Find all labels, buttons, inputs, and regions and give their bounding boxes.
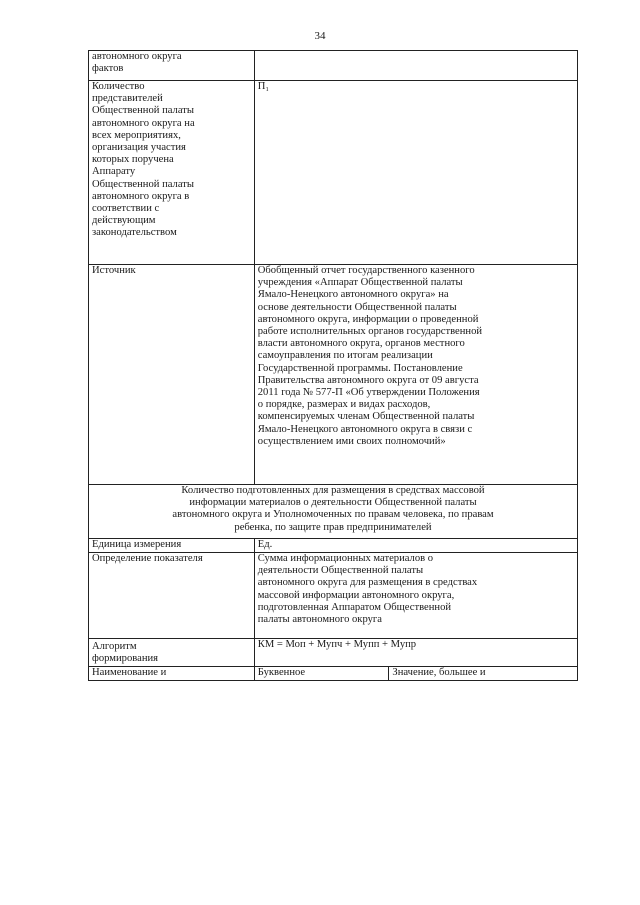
table-row: [89, 539, 578, 553]
row-value-source: Обобщенный отчет государственного казенного учреждения «Аппарат Общественной палаты Ямало-Ненецкого автономного округа» на основе деятельности Общественной палаты автономного округа, информации о проведенной работе исполнительных органов государственной власти автономного округа, органов местного самоуправления по итогам реализации Государственной программы. Постановление Правительства автономного округа от 09 августа 2011 года № 577-П «Об утверждении Положения о порядке, размерах и видах расходов, компенсируемых членам Общественной палаты Ямало-Ненецкого автономного округа в связи с осуществлением ими своих полномочий»: [254, 265, 577, 485]
table-row: [89, 553, 578, 639]
indicator-table-sheet: [88, 50, 578, 681]
indicator-table: [88, 50, 578, 681]
table-row: [89, 667, 578, 681]
row-value-unit: Ед.: [254, 539, 577, 553]
row-label-unit: Единица измерения: [89, 539, 255, 553]
row-label-representatives: Количество представителей Общественной палаты автономного округа на всех мероприятиях, организация участия которых поручена Аппарату Общественной палаты автономного округа в соответствии с действующим законодательством: [89, 81, 255, 265]
row-label-facts: автономного округа фактов: [89, 51, 255, 81]
section-heading: Количество подготовленных для размещения в средствах массовой информации материалов о деятельности Общественной палаты автономного округа и Уполномоченных по правам человека, по правам ребенка, по защите прав предпринимателей: [89, 485, 578, 539]
row-value-facts: [254, 51, 577, 81]
table-row: [89, 51, 578, 81]
table-row: [89, 81, 578, 265]
table-row: [89, 265, 578, 485]
row-label-algorithm: Алгоритм формирования: [89, 639, 255, 667]
row-label-source: Источник: [89, 265, 255, 485]
row-value-algorithm: КМ = Моп + Мупч + Мупп + Мупр: [254, 639, 577, 667]
row-value-meaning: Значение, большее и: [389, 667, 578, 681]
row-value-definition: Сумма информационных материалов о деятельности Общественной палаты автономного округа для размещения в средствах массовой информации автономного округа, подготовленная Аппаратом Общественной палаты автономного округа: [254, 553, 577, 639]
row-label-definition: Определение показателя: [89, 553, 255, 639]
page-number: 34: [314, 30, 326, 42]
row-label-name: Наименование и: [89, 667, 255, 681]
table-row: [89, 485, 578, 539]
row-value-letter: Буквенное: [254, 667, 389, 681]
table-row: [89, 639, 578, 667]
row-value-representatives: П₁: [254, 81, 577, 265]
